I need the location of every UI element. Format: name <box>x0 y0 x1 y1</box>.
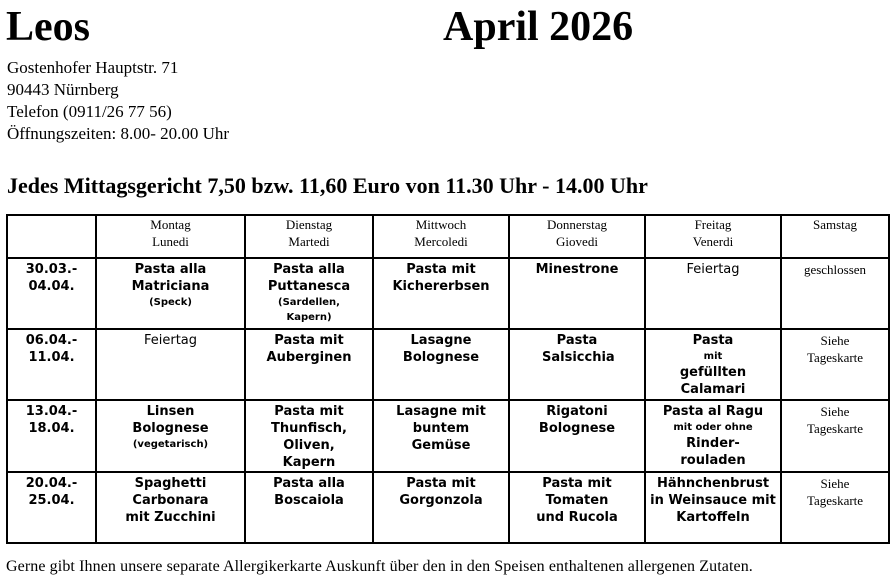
dish-cell-wednesday <box>373 400 509 472</box>
dish-cell-thursday <box>509 400 645 472</box>
header-thursday <box>509 215 645 258</box>
dish-note: mit <box>703 351 723 362</box>
see-daily-menu-label: Siehe Tageskarte <box>806 404 864 436</box>
dish-cell-thursday <box>509 472 645 543</box>
dish-cell-tuesday <box>245 258 373 329</box>
dish-cell-saturday <box>781 329 889 400</box>
allergen-footer-note: Gerne gibt Ihnen unsere separate Allergikerkarte Auskunft über den in den Speisen enthaltenen allergenen Zutaten. <box>6 558 753 575</box>
header-empty-cell <box>7 215 96 258</box>
dish-name: Rigatoni Bolognese <box>538 404 616 436</box>
date-from: 30.03.- <box>25 262 78 277</box>
dish-name: Linsen Bolognese <box>132 404 209 436</box>
dish-name: Pasta <box>692 333 734 348</box>
month-title: April 2026 <box>443 4 634 50</box>
dish-name: Spaghetti Carbonara mit Zucchini <box>125 476 216 525</box>
dish-cell-tuesday <box>245 400 373 472</box>
holiday-label: Feiertag <box>686 262 740 277</box>
day-name-de: Montag <box>150 217 191 232</box>
dish-name: Pasta mit Kichererbsen <box>392 262 490 294</box>
header-saturday <box>781 215 889 258</box>
date-from: 13.04.- <box>25 404 78 419</box>
dish-name: Lasagne mit buntem Gemüse <box>396 404 486 453</box>
day-name-it: Mercoledi <box>414 234 468 249</box>
dish-cell-thursday <box>509 258 645 329</box>
dish-cell-tuesday <box>245 472 373 543</box>
table-row <box>7 472 889 543</box>
day-name-it: Giovedi <box>556 234 598 249</box>
dish-name: Pasta mit Tomaten und Rucola <box>536 476 618 525</box>
dish-name: Pasta alla Puttanesca <box>267 262 351 294</box>
holiday-label: Feiertag <box>143 333 198 348</box>
dish-cell-wednesday <box>373 258 509 329</box>
address-block <box>7 57 229 145</box>
dish-note: mit oder ohne <box>673 422 753 433</box>
week-date-cell <box>7 329 96 400</box>
table-row <box>7 400 889 472</box>
restaurant-name: Leos <box>6 4 90 50</box>
dish-cell-friday <box>645 258 781 329</box>
date-to: 04.04. <box>28 279 75 294</box>
dish-cell-monday <box>96 258 245 329</box>
table-row <box>7 329 889 400</box>
dish-cell-saturday <box>781 472 889 543</box>
dish-cell-friday <box>645 472 781 543</box>
dish-name: Pasta mit Gorgonzola <box>399 476 483 508</box>
opening-hours-line: Öffnungszeiten: 8.00- 20.00 Uhr <box>7 124 230 143</box>
dish-name: Pasta alla Matriciana <box>131 262 210 294</box>
dish-cell-friday <box>645 400 781 472</box>
date-to: 11.04. <box>28 350 75 365</box>
day-name-it: Martedi <box>288 234 330 249</box>
week-date-cell <box>7 258 96 329</box>
lunch-price-headline: Jedes Mittagsgericht 7,50 bzw. 11,60 Euro von 11.30 Uhr - 14.00 Uhr <box>7 173 648 198</box>
header-friday <box>645 215 781 258</box>
dish-cell-monday <box>96 400 245 472</box>
dish-name: Pasta Salsicchia <box>542 333 615 365</box>
week-date-cell <box>7 472 96 543</box>
date-from: 06.04.- <box>25 333 78 348</box>
street-line: Gostenhofer Hauptstr. 71 <box>7 58 179 77</box>
dish-note: (Speck) <box>149 297 192 308</box>
day-name-it: Venerdi <box>692 234 734 249</box>
table-header-row <box>7 215 889 258</box>
dish-note: (Sardellen, Kapern) <box>278 297 340 323</box>
day-name-de: Dienstag <box>285 217 333 232</box>
dish-note: (vegetarisch) <box>132 439 209 450</box>
day-name-de: Samstag <box>812 217 858 232</box>
dish-name-continued: gefüllten Calamari <box>679 365 747 397</box>
dish-cell-monday <box>96 472 245 543</box>
dish-cell-thursday <box>509 329 645 400</box>
header-tuesday <box>245 215 373 258</box>
weekly-menu-table <box>6 214 890 544</box>
see-daily-menu-label: Siehe Tageskarte <box>806 476 864 508</box>
phone-line: Telefon (0911/26 77 56) <box>7 102 172 121</box>
dish-cell-friday <box>645 329 781 400</box>
day-name-de: Freitag <box>694 217 732 232</box>
closed-label: geschlossen <box>803 262 867 277</box>
day-name-de: Donnerstag <box>547 217 607 232</box>
table-row <box>7 258 889 329</box>
date-from: 20.04.- <box>25 476 78 491</box>
city-line: 90443 Nürnberg <box>7 80 119 99</box>
date-to: 18.04. <box>28 421 75 436</box>
dish-name: Lasagne Bolognese <box>402 333 480 365</box>
day-name-de: Mittwoch <box>415 217 467 232</box>
dish-name-continued: Rinder-rouladen <box>680 436 746 468</box>
dish-name: Pasta alla Boscaiola <box>273 476 345 508</box>
dish-cell-saturday <box>781 258 889 329</box>
day-name-it: Lunedi <box>152 234 189 249</box>
dish-cell-wednesday <box>373 329 509 400</box>
dish-name: Pasta mit Thunfisch, Oliven, Kapern <box>271 404 347 470</box>
week-date-cell <box>7 400 96 472</box>
dish-cell-tuesday <box>245 329 373 400</box>
date-to: 25.04. <box>28 493 75 508</box>
dish-name: Pasta al Ragu <box>662 404 764 419</box>
dish-name: Minestrone <box>535 262 619 277</box>
header-wednesday <box>373 215 509 258</box>
dish-name: Hähnchenbrust in Weinsauce mit Kartoffeln <box>650 476 776 525</box>
dish-cell-wednesday <box>373 472 509 543</box>
dish-name: Pasta mit Auberginen <box>266 333 352 365</box>
dish-cell-monday <box>96 329 245 400</box>
see-daily-menu-label: Siehe Tageskarte <box>806 333 864 365</box>
header-monday <box>96 215 245 258</box>
dish-cell-saturday <box>781 400 889 472</box>
